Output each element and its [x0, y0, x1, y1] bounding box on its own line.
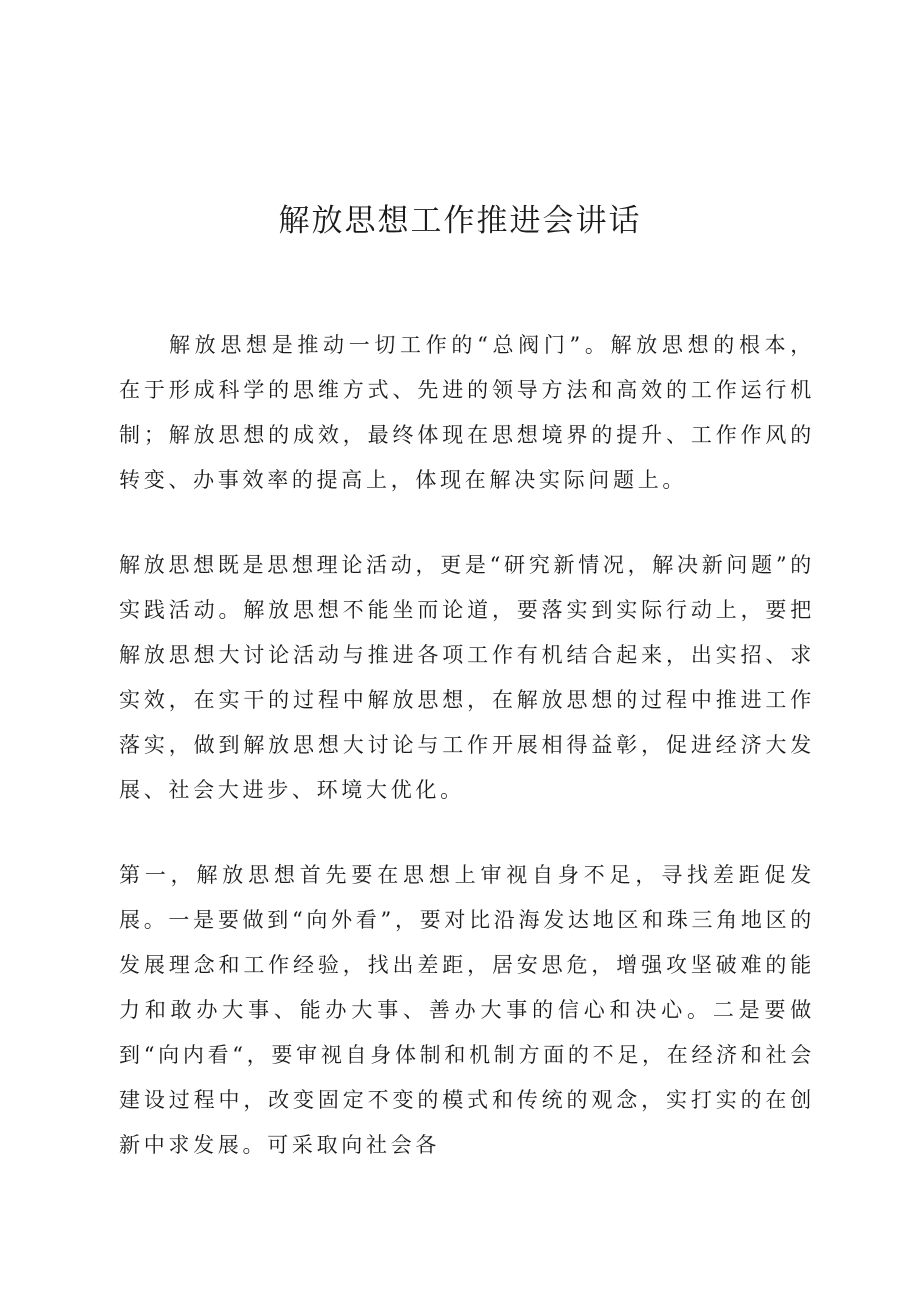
paragraph-3: 第一，解放思想首先要在思想上审视自身不足，寻找差距促发展。一是要做到“向外看”，要对比沿海发达地区和珠三角地区的发展理念和工作经验，找出差距，居安思危，增强攻坚破难的能力和敢办大事、能办大事、善办大事的信心和决心。二是要做到“向内看“，要审视自身体制和机制方面的不足，在经济和社会建设过程中，改变固定不变的模式和传统的观念，实打实的在创新中求发展。可采取向社会各 [119, 863, 815, 1157]
document-title: 解放思想工作推进会讲话 [278, 203, 642, 239]
paragraph-1 [119, 323, 815, 503]
paragraph-1-text: 解放思想是推动一切工作的“总阀门”。解放思想的根本，在于形成科学的思维方式、先进的领导方法和高效的工作运行机制；解放思想的成效，最终体现在思想境界的提升、工作作风的转变、办事效率的提高上，体现在解决实际问题上。 [119, 333, 815, 492]
paragraph-2: 解放思想既是思想理论活动，更是“研究新情况，解决新问题”的实践活动。解放思想不能坐而论道，要落实到实际行动上，要把解放思想大讨论活动与推进各项工作有机结合起来，出实招、求实效，在实干的过程中解放思想，在解放思想的过程中推进工作落实，做到解放思想大讨论与工作开展相得益彰，促进经济大发展、社会大进步、环境大优化。 [119, 553, 815, 802]
